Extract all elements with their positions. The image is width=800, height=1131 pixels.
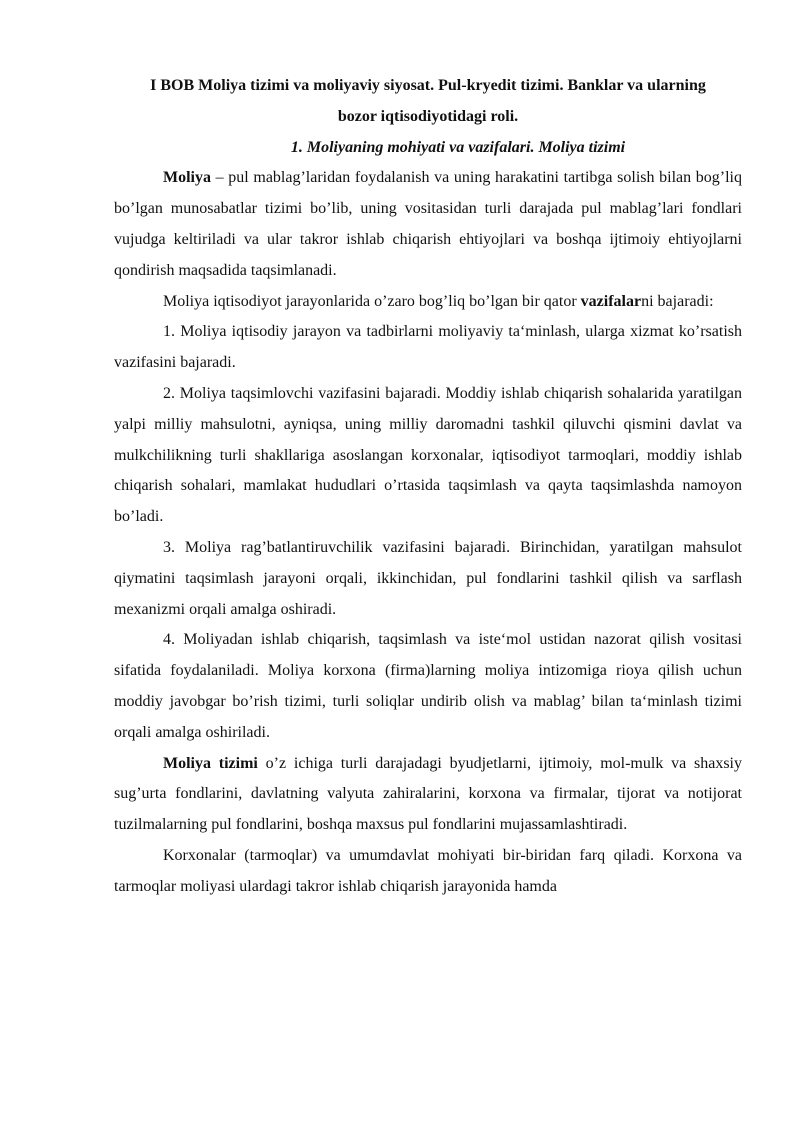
term-moliya: Moliya [163, 169, 211, 187]
paragraph-definition [114, 163, 742, 286]
paragraph-enterprises: Korxonalar (tarmoqlar) va umumdavlat mohiyati bir-biridan farq qiladi. Korxona va tarmoqlar moliyasi ulardagi takror ishlab chiqarish jarayonida hamda [114, 846, 742, 895]
paragraph-financial-system [114, 749, 742, 841]
paragraph-function-2: 2. Moliya taqsimlovchi vazifasini bajaradi. Moddiy ishlab chiqarish sohalarida yaratilgan yalpi milliy mahsulotni, ayniqsa, uning milliy daromadni tashkil qiluvchi qismini davlat va mulkchilikning turli shakllariga asoslangan korxonalar, iqtisodiyot tarmoqlari, moddiy ishlab chiqarish sohalari, mamlakat hududlari o’rtasida taqsimlash va qayta taqsimlashda namoyon bo’ladi. [114, 384, 742, 526]
section-title: 1. Moliyaning mohiyati va vazifalari. Moliya tizimi [290, 138, 626, 156]
paragraph-function-3: 3. Moliya rag’batlantiruvchilik vazifasini bajaradi. Birinchidan, yaratilgan mahsulot qiymatini taqsimlash jarayoni orqali, ikkinchidan, pul fondlarini tashkil qilish va sarflash mexanizmi orqali amalga oshiradi. [114, 538, 742, 618]
chapter-title: I BOB Moliya tizimi va moliyaviy siyosat. Pul-kryedit tizimi. Banklar va ularning bozor iqtisodiyotidagi roli. [150, 77, 706, 125]
paragraph-function-1: 1. Moliya iqtisodiy jarayon va tadbirlarni moliyaviy ta‘minlash, ularga xizmat ko’rsatish vazifasini bajaradi. [114, 323, 742, 372]
document-page [114, 71, 742, 903]
paragraph-function-4: 4. Moliyadan ishlab chiqarish, taqsimlash va iste‘mol ustidan nazorat qilish vositasi sifatida foydalaniladi. Moliya korxona (firma)larning moliya intizomiga rioya qilish uchun moddiy javobgar bo’rish tizimi, turli soliqlar undirib olish va mablag’ bilan ta‘minlash tizimi orqali amalga oshiriladi. [114, 631, 742, 741]
term-vazifalar: vazifalar [580, 292, 642, 310]
paragraph-text: ni bajaradi: [641, 292, 714, 310]
paragraph-text: Moliya iqtisodiyot jarayonlarida o’zaro bog’liq bo’lgan bir qator [163, 292, 581, 310]
paragraph-text: o’z ichiga turli darajadagi byudjetlarni, ijtimoiy, mol-mulk va shaxsiy sug’urta fondlarini, davlatning valyuta zahiralarini, korxona va firmalar, tijorat va notijorat tuzilmalarning pul fondlarini, boshqa maxsus pul fondlarini mujassamlashtiradi. [114, 754, 743, 834]
term-moliya-tizimi: Moliya tizimi [163, 754, 258, 772]
paragraph-text: – pul mablag’laridan foydalanish va uning harakatini tartibga solish bilan bog’liq bo’lgan munosabatlar tizimi bo’lib, uning vositasidan turli darajada pul mablag’lari fondlari vujudga keltiriladi va ular takror ishlab chiqarish ehtiyojlari va boshqa ijtimoiy ehtiyojlarni qondirish maqsadida taqsimlanadi. [114, 169, 742, 279]
paragraph-functions-intro [114, 287, 742, 318]
